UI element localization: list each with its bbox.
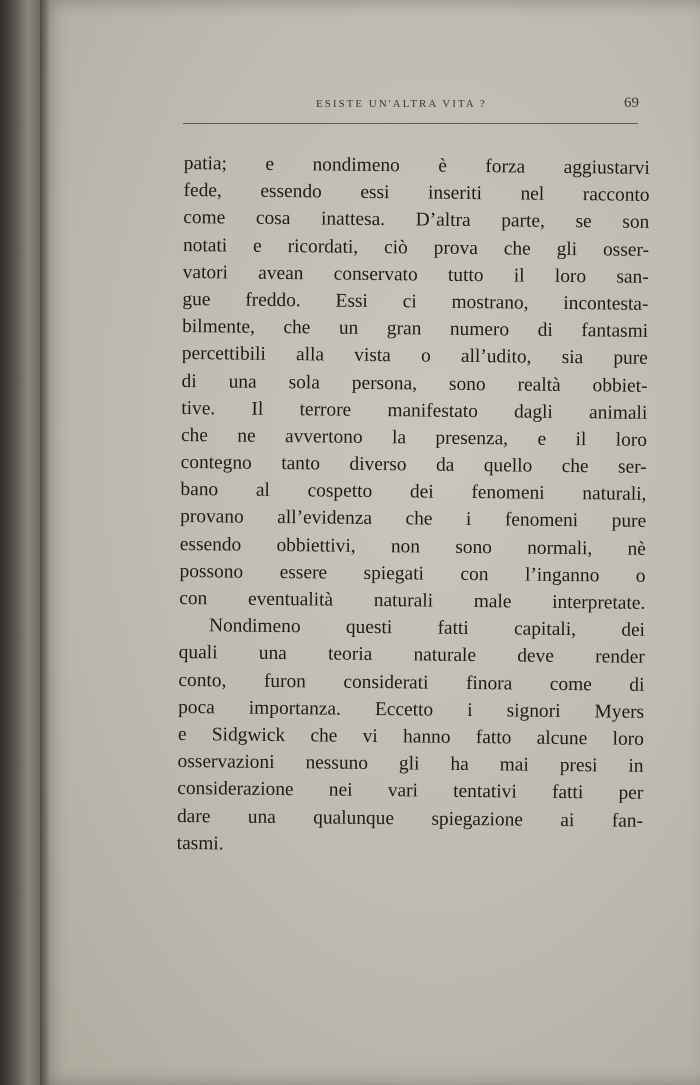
text-line: essendo obbiettivi, non sono normali, nè [179,533,646,560]
text-line: bano al cospetto dei fenomeni naturali, [180,479,647,506]
text-line: tasmi. [176,832,224,855]
text-line: considerazione nei vari tentativi fatti per [177,778,644,805]
text-line: di una sola persona, sono realtà obbiet- [181,370,648,397]
text-line: dare una qualunque spiegazione ai fan- [176,805,644,832]
text-line: fede, essendo essi inseriti nel racconto [183,180,650,207]
text-line: vatori avean conservato tutto il loro san- [182,261,649,288]
text-line: possono essere spiegati con l’inganno o [179,560,646,587]
text-line: bilmente, che un gran numero di fantasmi [182,316,649,342]
book-gutter-shadow [0,0,40,1085]
body-text [177,150,650,862]
text-line: contegno tanto diverso da quello che ser- [180,452,647,478]
running-head-title: ESISTE UN'ALTRA VITA ? [316,98,487,110]
text-line: gue freddo. Essi ci mostrano, incontesta- [182,288,649,315]
page-inner-edge [40,0,50,1085]
text-line: osservazioni nessuno gli ha mai presi in [177,751,644,777]
page-number: 69 [624,95,639,111]
text-line: con eventualità naturali male interpretate. [179,587,646,614]
text-line: patia; e nondimeno è forza aggiustarvi [183,152,650,179]
text-line: e Sidgwick che vi hanno fatto alcune loro [177,723,644,750]
text-line: percettibili alla vista o all’udito, sia pure [181,343,648,370]
text-line: poca importanza. Eccetto i signori Myers [178,696,645,723]
text-line: provano all’evidenza che i fenomeni pure [180,506,647,533]
text-line: conto, furon considerati finora come di [178,669,645,696]
header-rule [183,123,638,124]
text-line: tive. Il terrore manifestato dagli animali [181,397,648,424]
text-line: Nondimeno questi fatti capitali, dei [208,615,646,642]
text-line: notati e ricordati, ciò prova che gli osser- [182,234,650,261]
text-line: quali una teoria naturale deve render [178,642,645,669]
text-line: come cosa inattesa. D’altra parte, se son [183,207,650,234]
text-line: che ne avvertono la presenza, e il loro [180,424,648,451]
